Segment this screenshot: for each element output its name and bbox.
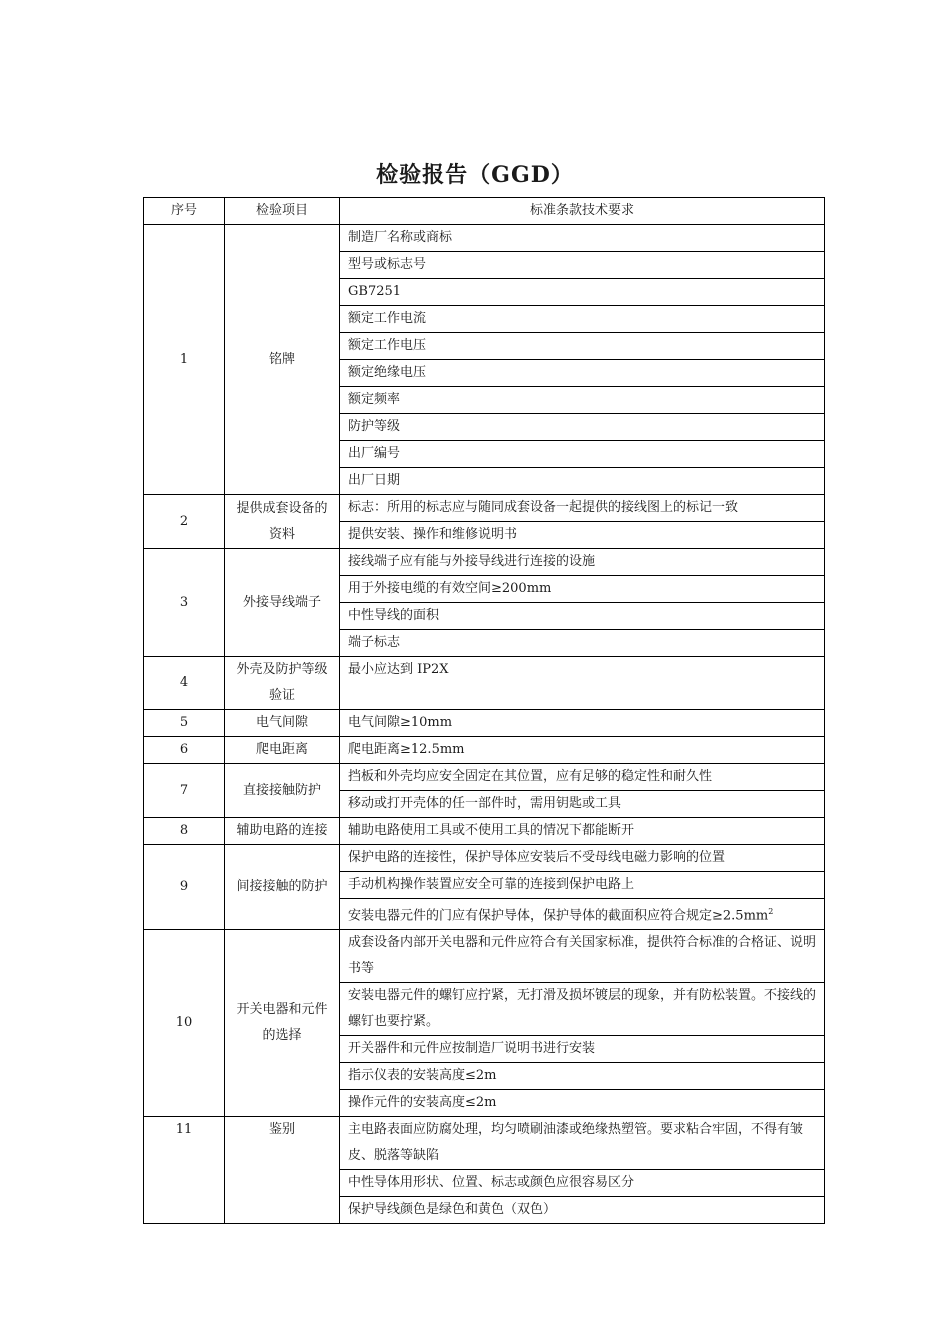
requirement-cell: 安装电器元件的螺钉应拧紧，无打滑及损坏镀层的现象，并有防松装置。不接线的螺钉也要拧紧。 [340,983,825,1036]
table-row [144,764,825,791]
requirement-cell: 中性导线的面积 [340,603,825,630]
row-item: 间接接触的防护 [225,845,340,930]
table-row [144,930,825,983]
requirement-cell: 指示仪表的安装高度≤2m [340,1063,825,1090]
row-no: 4 [144,657,225,710]
row-no: 10 [144,930,225,1117]
requirement-cell: 挡板和外壳均应安全固定在其位置，应有足够的稳定性和耐久性 [340,764,825,791]
superscript-two: 2 [768,907,774,916]
header-item: 检验项目 [225,198,340,225]
table-row [144,549,825,576]
row-no: 7 [144,764,225,818]
requirement-cell: 主电路表面应防腐处理，均匀喷刷油漆或绝缘热塑管。要求粘合牢固，不得有皱皮、脱落等缺陷 [340,1117,825,1170]
requirement-cell: GB7251 [340,279,825,306]
row-item: 铭牌 [225,225,340,495]
table-row [144,845,825,872]
row-item: 外壳及防护等级验证 [225,657,340,710]
row-no: 9 [144,845,225,930]
row-no: 1 [144,225,225,495]
requirement-cell: 电气间隙≥10mm [340,710,825,737]
header-requirements: 标准条款技术要求 [340,198,825,225]
row-no: 3 [144,549,225,657]
requirement-cell: 防护等级 [340,414,825,441]
requirement-cell: 型号或标志号 [340,252,825,279]
requirement-cell: 开关器件和元件应按制造厂说明书进行安装 [340,1036,825,1063]
requirement-cell: 额定频率 [340,387,825,414]
requirement-cell: 提供安装、操作和维修说明书 [340,522,825,549]
inspection-table [143,197,825,1224]
row-no: 2 [144,495,225,549]
requirement-cell: 手动机构操作装置应安全可靠的连接到保护电路上 [340,872,825,899]
requirement-cell: 额定工作电压 [340,333,825,360]
requirement-cell: 出厂日期 [340,468,825,495]
requirement-cell: 最小应达到 IP2X [340,657,825,710]
requirement-cell: 端子标志 [340,630,825,657]
table-header-row [144,198,825,225]
requirement-cell: 移动或打开壳体的任一部件时，需用钥匙或工具 [340,791,825,818]
requirement-cell [340,899,825,930]
requirement-cell: 成套设备内部开关电器和元件应符合有关国家标准，提供符合标准的合格证、说明书等 [340,930,825,983]
row-item: 爬电距离 [225,737,340,764]
table-row [144,737,825,764]
row-no: 6 [144,737,225,764]
requirement-cell: 接线端子应有能与外接导线进行连接的设施 [340,549,825,576]
row-item: 外接导线端子 [225,549,340,657]
requirement-cell: 保护电路的连接性，保护导体应安装后不受母线电磁力影响的位置 [340,845,825,872]
requirement-cell: 额定工作电流 [340,306,825,333]
requirement-cell: 保护导线颜色是绿色和黄色（双色） [340,1197,825,1224]
requirement-text: 安装电器元件的门应有保护导体，保护导体的截面积应符合规定≥2.5mm [348,908,769,924]
requirement-cell: 用于外接电缆的有效空间≥200mm [340,576,825,603]
header-no: 序号 [144,198,225,225]
row-no: 11 [144,1117,225,1224]
requirement-cell: 出厂编号 [340,441,825,468]
row-item: 开关电器和元件的选择 [225,930,340,1117]
table-row [144,225,825,252]
requirement-cell: 额定绝缘电压 [340,360,825,387]
row-no: 8 [144,818,225,845]
table-row [144,710,825,737]
row-item: 直接接触防护 [225,764,340,818]
requirement-cell: 标志：所用的标志应与随同成套设备一起提供的接线图上的标记一致 [340,495,825,522]
row-no: 5 [144,710,225,737]
row-item: 提供成套设备的资料 [225,495,340,549]
table-row [144,1117,825,1170]
row-item: 辅助电路的连接 [225,818,340,845]
requirement-cell: 制造厂名称或商标 [340,225,825,252]
table-body [144,225,825,1224]
page-title: 检验报告（GGD） [376,162,574,188]
requirement-cell: 辅助电路使用工具或不使用工具的情况下都能断开 [340,818,825,845]
row-item: 鉴别 [225,1117,340,1224]
requirement-cell: 中性导体用形状、位置、标志或颜色应很容易区分 [340,1170,825,1197]
requirement-cell: 操作元件的安装高度≤2m [340,1090,825,1117]
table-row [144,495,825,522]
table-row [144,657,825,710]
row-item: 电气间隙 [225,710,340,737]
requirement-cell: 爬电距离≥12.5mm [340,737,825,764]
table-row [144,818,825,845]
